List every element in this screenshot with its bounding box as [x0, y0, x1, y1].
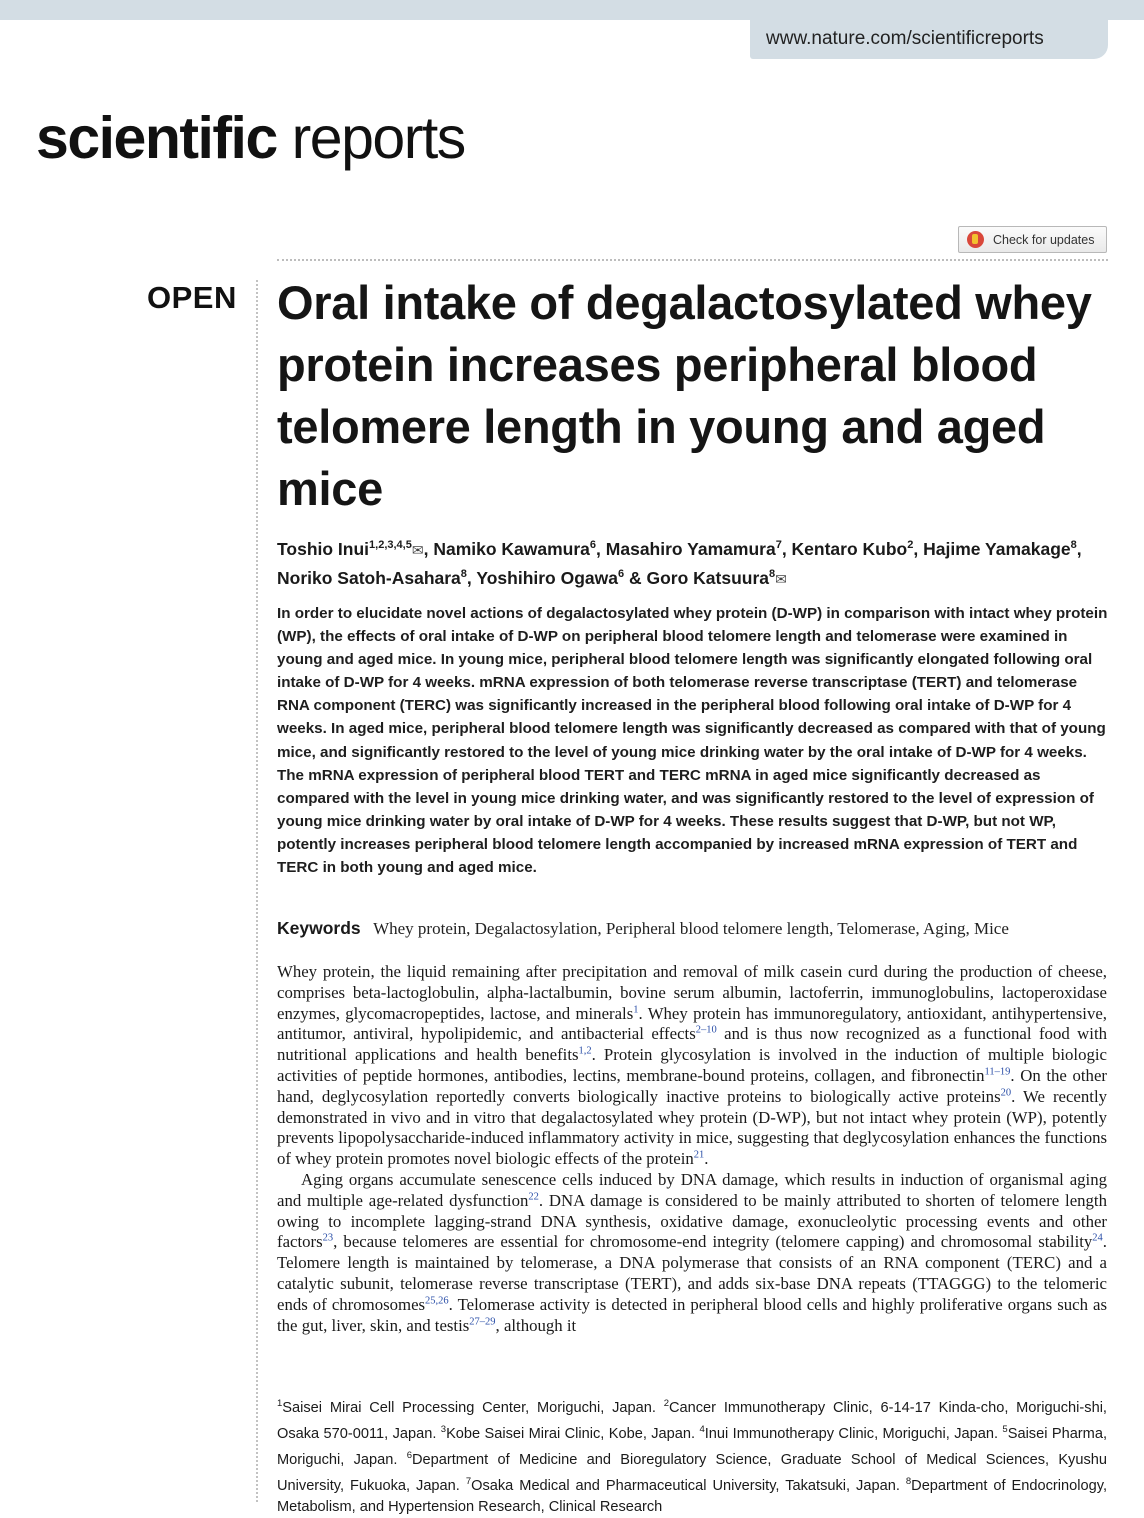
logo-reports: reports — [276, 105, 465, 171]
affiliation-number: 6 — [406, 1449, 412, 1461]
affiliation-number: 1 — [277, 1398, 283, 1409]
check-for-updates-label: Check for updates — [993, 232, 1095, 247]
email-envelope-icon[interactable]: ✉ — [775, 570, 787, 587]
article-title: Oral intake of degalactosylated whey protein increases peripheral blood telomere length in young and aged mice — [277, 276, 1092, 515]
text-run: Whey protein, the liquid remaining after precipitation and removal of milk casein curd during the production of cheese, comprises beta-lactoglobulin, alpha-lactalbumin, bovine serum albumin, lactoferrin, immunoglobulins, lactoperoxidase enzymes, glycomacropeptides, lactose, and minerals — [277, 962, 1107, 1023]
keywords — [277, 916, 1112, 942]
text-run: . Whey protein has immunoregulatory, antioxidant, antihypertensive, antitumor, antiviral, hypolipidemic, and antibacterial effects — [277, 1003, 1107, 1044]
journal-url-link[interactable]: www.nature.com/scientificreports — [766, 28, 1044, 49]
author-name[interactable]: Hajime Yamakage — [923, 538, 1071, 559]
citation-ref[interactable]: 25,26 — [425, 1295, 449, 1307]
text-run: . Telomere length is maintained by telomerase, a DNA polymerase that consists of an RNA component (TERC) and a catalytic subunit, telomerase reverse transcriptase (TERT), and adds six-base DNA repeats (TTAGGG) to the telomeric ends of chromosomes — [277, 1232, 1107, 1314]
body-paragraph-2 — [277, 1170, 1107, 1336]
abstract: In order to elucidate novel actions of degalactosylated whey protein (D-WP) in comparison with intact whey protein (WP), the effects of oral intake of D-WP on peripheral blood telomere length and telomerase were examined in young and aged mice. In young mice, peripheral blood telomere length was significantly elongated following oral intake of D-WP for 4 weeks. mRNA expression of both telomerase reverse transcriptase (TERT) and telomerase RNA component (TERC) was significantly increased in the peripheral blood following oral intake of D-WP for 4 weeks. In aged mice, peripheral blood telomere length was significantly decreased as compared with that of young mice, and significantly restored to the level of young mice drinking water by the oral intake of D-WP for 4 weeks. The mRNA expression of peripheral blood TERT and TERC mRNA in aged mice significantly decreased as compared with the level in young mice drinking water, and was significantly restored to the level of expression of young mice drinking water by oral intake of D-WP for 4 weeks. These results suggest that D-WP, but not WP, potently increases peripheral blood telomere length accompanied by increased mRNA expression of TERT and TERC in both young and aged mice. — [277, 605, 1108, 877]
author-name[interactable]: Yoshihiro Ogawa — [476, 567, 618, 588]
author-affiliation-ref[interactable]: 8 — [769, 567, 776, 580]
affiliation-number: 7 — [465, 1475, 472, 1487]
body-paragraph-1 — [277, 962, 1107, 1170]
text-run: . We recently demonstrated in vivo and in vitro that degalactosylated whey protein (D-WP), but not intact whey protein (WP), potently prevents lipopolysaccharide-induced inflammatory activity in mice, suggesting that deglycosylation enhances the functions of whey protein promotes novel biologic effects of the protein — [277, 1086, 1107, 1169]
citation-ref[interactable]: 21 — [693, 1149, 705, 1161]
author-name[interactable]: Masahiro Yamamura — [605, 538, 776, 559]
author-affiliation-ref[interactable]: 8 — [460, 567, 467, 580]
text-run: , because telomeres are essential for chromosome-end integrity (telomere capping) and chromosomal stability — [333, 1232, 1093, 1252]
author-list: Toshio Inui$^{1,2,3,4,5}$✉, Namiko Kawamura$^6$, Masahiro Yamamura$^7$, Kentaro Kubo$^2$, Hajime Yamakage$^8$, Noriko Satoh-Asahara$^8$, Yoshihiro Ogawa$^6$ & Goro Katsuura$^8$✉ — [277, 538, 1082, 588]
text-run: Aging organs accumulate senescence cells induced by DNA damage, which results in induction of organismal aging and multiple age-related dysfunction — [277, 1169, 1107, 1210]
crossmark-icon — [967, 231, 984, 248]
journal-logo[interactable] — [36, 104, 465, 172]
citation-ref[interactable]: 24 — [1092, 1232, 1103, 1244]
author-affiliation-ref[interactable]: 6 — [589, 539, 597, 551]
author-name[interactable]: Toshio Inui — [277, 538, 370, 559]
open-access-label: OPEN — [147, 280, 237, 315]
main-text — [277, 962, 1107, 1336]
author-affiliation-ref[interactable]: 1,2,3,4,5 — [369, 539, 412, 551]
affiliation-number: 8 — [905, 1475, 912, 1487]
affiliation-number: 3 — [440, 1423, 447, 1435]
author-name[interactable]: Goro Katsuura — [646, 567, 770, 588]
affiliation-number: 2 — [663, 1398, 669, 1409]
author-name[interactable]: Namiko Kawamura — [433, 538, 590, 559]
text-run: Cancer Immunotherapy Clinic, 6-14-17 Kinda-cho, Moriguchi-shi, Osaka 570-0011, Japan. — [277, 1399, 1107, 1442]
citation-ref[interactable]: 27–29 — [469, 1315, 496, 1327]
author-affiliation-ref[interactable]: 7 — [775, 539, 782, 551]
text-run: . Protein glycosylation is involved in the induction of multiple biologic activities of peptide hormones, antibodies, lectins, membrane-bound proteins, collagen, and fibronectin — [277, 1045, 1107, 1085]
text-run: . DNA damage is considered to be mainly attributed to shorten of telomere length owing to incomplete lagging-strand DNA synthesis, oxidative damage, exonucleolytic processing events and other factors — [277, 1190, 1107, 1252]
citation-ref[interactable]: 22 — [528, 1191, 539, 1203]
author-name[interactable]: Noriko Satoh-Asahara — [277, 567, 461, 588]
author-affiliation-ref[interactable]: 6 — [617, 567, 625, 580]
citation-ref[interactable]: 11–19 — [984, 1066, 1011, 1078]
text-run: Osaka Medical and Pharmaceutical University, Takatsuki, Japan. — [471, 1477, 906, 1494]
affiliation-number: 4 — [699, 1423, 705, 1435]
email-envelope-icon[interactable]: ✉ — [411, 541, 424, 558]
affiliation-number: 5 — [1002, 1423, 1008, 1435]
text-run: . — [704, 1149, 709, 1169]
text-run: Saisei Pharma, Moriguchi, Japan. — [277, 1425, 1107, 1468]
text-run: Saisei Mirai Cell Processing Center, Moriguchi, Japan. — [282, 1399, 664, 1416]
keywords-list: Whey protein, Degalactosylation, Peripheral blood telomere length, Telomerase, Aging, Mice — [373, 919, 1009, 938]
logo-scientific: scientific — [36, 105, 277, 171]
vertical-divider — [256, 280, 258, 1502]
citation-ref[interactable]: 2–10 — [695, 1024, 717, 1036]
citation-ref[interactable]: 1 — [633, 1004, 639, 1015]
text-run: . On the other hand, deglycosylation reportedly converts biologically inactive proteins to biologically active proteins — [277, 1065, 1107, 1106]
text-run: Inui Immunotherapy Clinic, Moriguchi, Japan. — [704, 1425, 1003, 1442]
keywords-label: Keywords — [277, 918, 361, 938]
author-affiliation-ref[interactable]: 8 — [1070, 539, 1077, 551]
header-divider — [277, 259, 1108, 261]
text-run: Kobe Saisei Mirai Clinic, Kobe, Japan. — [446, 1425, 700, 1442]
check-for-updates-button[interactable] — [958, 226, 1107, 253]
text-run: and is thus now recognized as a functional food with nutritional applications and health benefits — [277, 1024, 1107, 1065]
top-banner — [0, 0, 1144, 20]
text-run: . Telomerase activity is detected in peripheral blood cells and highly proliferative organs such as the gut, liver, skin, and testis — [277, 1294, 1107, 1335]
author-name[interactable]: Kentaro Kubo — [791, 538, 908, 559]
citation-ref[interactable]: 23 — [322, 1232, 334, 1244]
citation-ref[interactable]: 1,2 — [578, 1045, 592, 1057]
url-tab — [750, 20, 1108, 59]
citation-ref[interactable]: 20 — [1000, 1087, 1012, 1099]
text-run: Department of Medicine and Bioregulatory Science, Graduate School of Medical Sciences, Kyushu University, Fukuoka, Japan. — [277, 1451, 1107, 1494]
affiliations — [277, 1393, 1107, 1518]
author-affiliation-ref[interactable]: 2 — [907, 539, 914, 551]
text-run: Department of Endocrinology, Metabolism, and Hypertension Research, Clinical Research — [277, 1477, 1107, 1515]
text-run: , although it — [495, 1315, 577, 1335]
